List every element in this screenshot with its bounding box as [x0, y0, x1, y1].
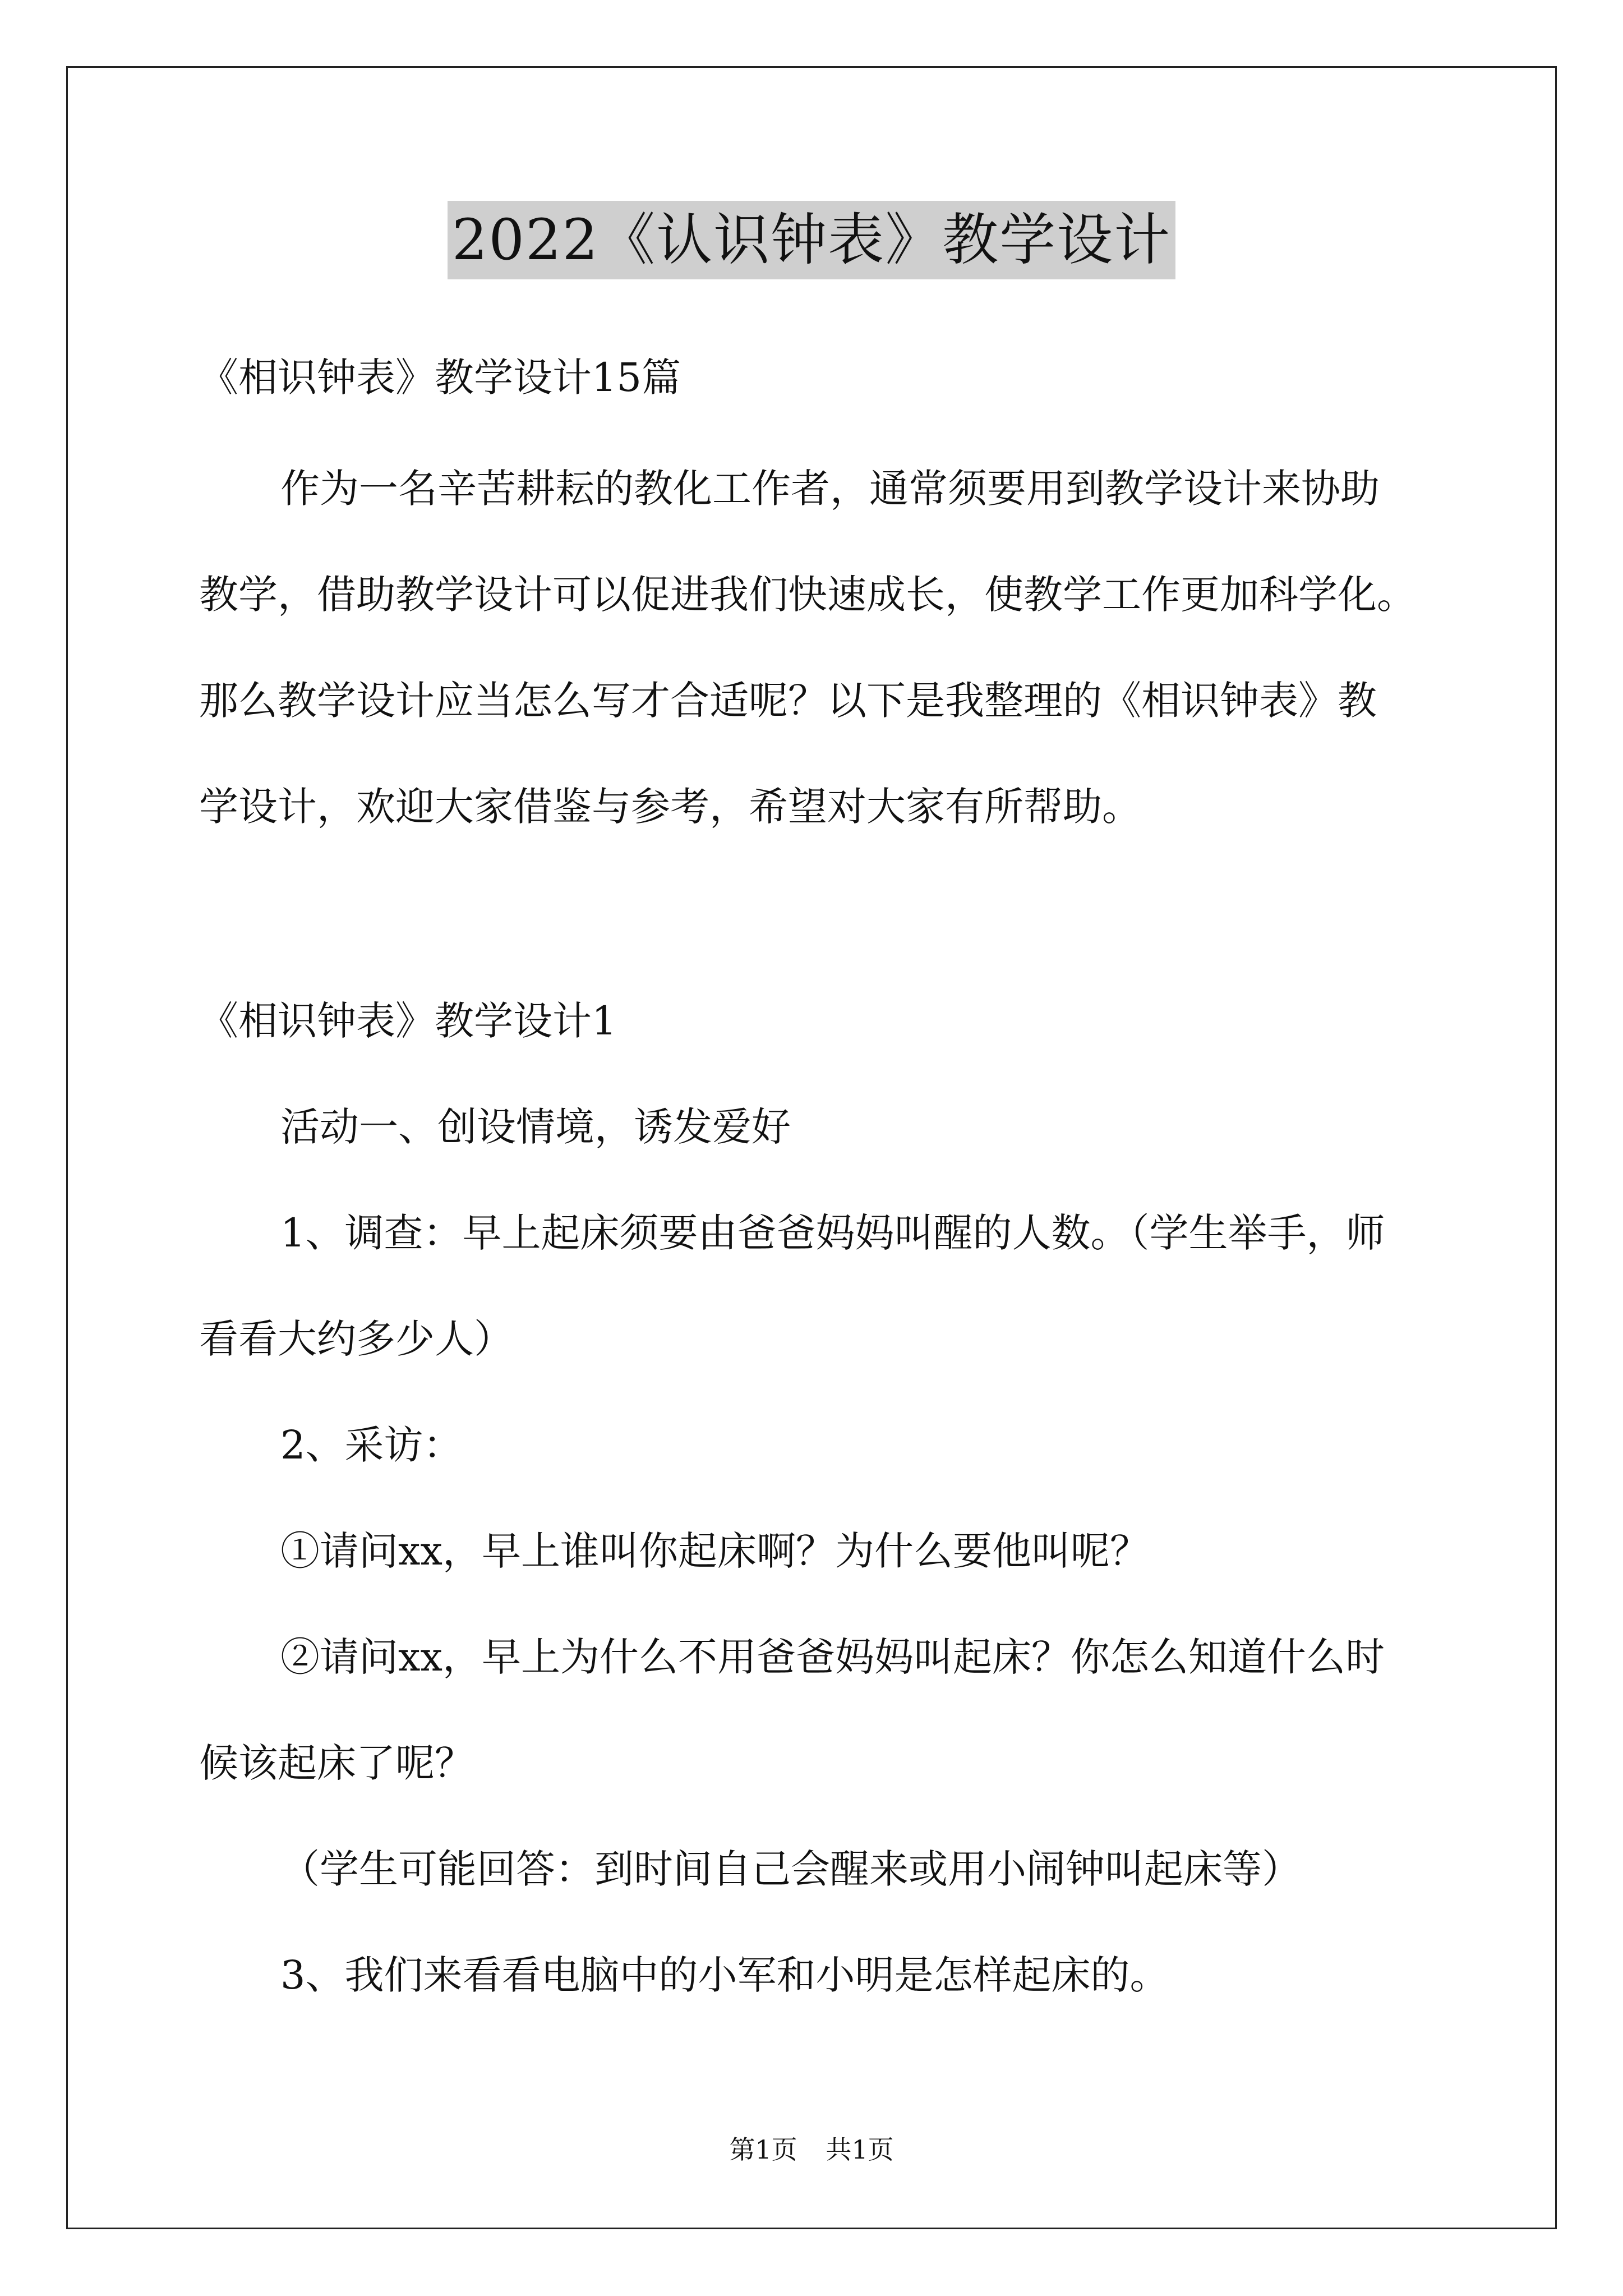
question-1: ①请问xx，早上谁叫你起床啊？为什么要他叫呢？ — [280, 1528, 1149, 1574]
intro-line-1: 作为一名辛苦耕耘的教化工作者，通常须要用到教学设计来协助 — [280, 466, 1380, 512]
total-pages: 共1页 — [826, 2134, 894, 2165]
item-3: 3、我们来看看电脑中的小军和小明是怎样起床的。 — [280, 1952, 1169, 1998]
item-1-line-1: 1、调查：早上起床须要由爸爸妈妈叫醒的人数。（学生举手，师 — [280, 1210, 1385, 1256]
section-title: 《相识钟表》教学设计1 — [199, 998, 617, 1044]
intro-line-4: 学设计，欢迎大家借鉴与参考，希望对大家有所帮助。 — [199, 784, 1141, 830]
item-1-line-2: 看看大约多少人） — [199, 1316, 513, 1362]
document-title: 2022《认识钟表》教学设计 — [448, 201, 1176, 279]
page-number: 第1页 — [729, 2134, 797, 2165]
question-2-line-1: ②请问xx，早上为什么不用爸爸妈妈叫起床？你怎么知道什么时 — [280, 1634, 1385, 1680]
question-2-line-2: 候该起床了呢？ — [199, 1740, 474, 1786]
page-footer — [0, 2133, 1623, 2166]
activity-heading: 活动一、创设情境，诱发爱好 — [280, 1104, 791, 1150]
answer-note: （学生可能回答：到时间自己会醒来或用小闹钟叫起床等） — [280, 1846, 1301, 1892]
intro-line-2: 教学，借助教学设计可以促进我们快速成长，使教学工作更加科学化。 — [199, 572, 1416, 618]
intro-line-3: 那么教学设计应当怎么写才合适呢？以下是我整理的《相识钟表》教 — [199, 678, 1377, 724]
title-wrap — [0, 201, 1623, 279]
item-2: 2、采访： — [280, 1422, 463, 1468]
collection-title: 《相识钟表》教学设计15篇 — [199, 355, 681, 401]
